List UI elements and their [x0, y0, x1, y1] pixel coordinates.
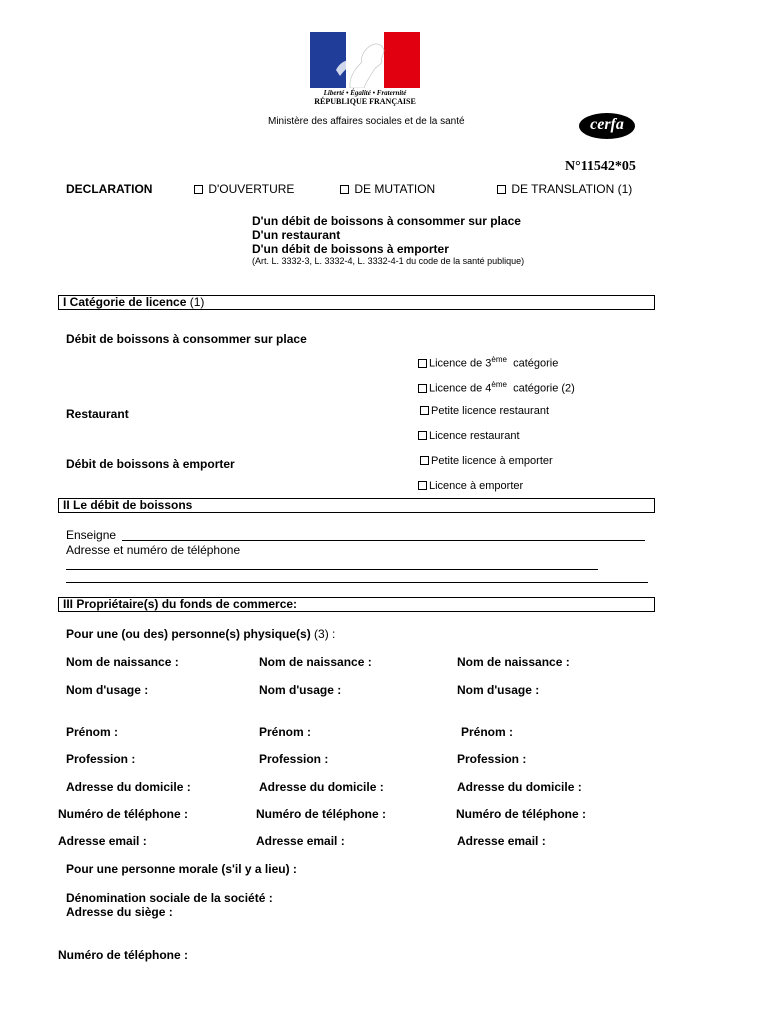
petite-emporter-label: Petite licence à emporter: [431, 455, 553, 467]
option-petite-emporter[interactable]: [420, 455, 553, 467]
option-licence-3[interactable]: [418, 355, 558, 370]
physique-heading: [66, 627, 335, 641]
option-translation[interactable]: [497, 182, 632, 196]
owner-3-email: Adresse email :: [457, 834, 546, 848]
section-1-note: (1): [189, 295, 205, 309]
owner-2-profession: Profession :: [259, 752, 329, 766]
ministry-name: Ministère des affaires sociales et de la santé: [268, 116, 465, 127]
owner-2-email: Adresse email :: [256, 834, 345, 848]
adresse-label: Adresse et numéro de téléphone: [66, 543, 241, 557]
owner-3-telephone: Numéro de téléphone :: [456, 807, 587, 821]
owner-2-nom-naissance: Nom de naissance :: [259, 655, 372, 669]
section-1-title: I Catégorie de licence: [63, 295, 187, 309]
category-restaurant: Restaurant: [66, 407, 129, 421]
adresse-field-line-2[interactable]: [66, 582, 648, 583]
enseigne-label: Enseigne: [66, 528, 117, 542]
owner-1-nom-naissance: Nom de naissance :: [66, 655, 179, 669]
owner-2-prenom: Prénom :: [259, 725, 312, 739]
owner-2-adresse: Adresse du domicile :: [259, 780, 384, 794]
category-onsite: Débit de boissons à consommer sur place: [66, 332, 307, 346]
morale-heading: Pour une personne morale (s'il y a lieu) :: [66, 862, 297, 876]
checkbox-licence-restaurant[interactable]: [418, 431, 427, 440]
marianne-flag-icon: [310, 32, 420, 88]
checkbox-translation[interactable]: [497, 185, 506, 194]
checkbox-petite-emporter[interactable]: [420, 456, 429, 465]
logo-republic: RÉPUBLIQUE FRANÇAISE: [314, 97, 416, 106]
adresse-field-line-1[interactable]: [66, 569, 598, 570]
option-translation-label: DE TRANSLATION (1): [511, 182, 633, 196]
licence-4-sup: ème: [491, 380, 507, 389]
option-licence-4[interactable]: [418, 380, 575, 395]
licence-emporter-label: Licence à emporter: [429, 480, 524, 492]
owner-2-telephone: Numéro de téléphone :: [256, 807, 387, 821]
owner-1-profession: Profession :: [66, 752, 136, 766]
section-2-header: [58, 498, 655, 513]
checkbox-ouverture[interactable]: [194, 185, 203, 194]
option-ouverture[interactable]: [194, 182, 294, 196]
checkbox-licence-emporter[interactable]: [418, 481, 427, 490]
checkbox-licence-4[interactable]: [418, 384, 427, 393]
siege-label: Adresse du siège :: [66, 905, 173, 919]
owner-1-nom-usage: Nom d'usage :: [66, 683, 149, 697]
owner-1-email: Adresse email :: [58, 834, 147, 848]
denomination-label: Dénomination sociale de la société :: [66, 891, 273, 905]
owner-3-prenom: Prénom :: [461, 725, 514, 739]
licence-3-sup: ème: [491, 355, 507, 364]
cerfa-logo: [578, 112, 636, 140]
section-3-title: III Propriétaire(s) du fonds de commerce:: [63, 597, 298, 611]
section-3-header: [58, 597, 655, 612]
subject-line-1: D'un débit de boissons à consommer sur place: [252, 214, 521, 228]
subject-line-2: D'un restaurant: [252, 228, 341, 242]
legal-reference: (Art. L. 3332-3, L. 3332-4, L. 3332-4-1 du code de la santé publique): [252, 256, 525, 266]
section-2-title: II Le débit de boissons: [63, 498, 193, 512]
owner-3-nom-naissance: Nom de naissance :: [457, 655, 570, 669]
owner-2-nom-usage: Nom d'usage :: [259, 683, 342, 697]
category-takeaway: Débit de boissons à emporter: [66, 457, 235, 471]
owner-1-telephone: Numéro de téléphone :: [58, 807, 189, 821]
option-mutation[interactable]: [340, 182, 435, 196]
option-licence-restaurant[interactable]: [418, 430, 520, 442]
logo-motto: Liberté • Égalité • Fraternité: [323, 89, 407, 97]
checkbox-mutation[interactable]: [340, 185, 349, 194]
owner-3-nom-usage: Nom d'usage :: [457, 683, 540, 697]
owner-1-adresse: Adresse du domicile :: [66, 780, 191, 794]
licence-restaurant-label: Licence restaurant: [429, 430, 520, 442]
licence-4-label: Licence de 4: [429, 382, 492, 395]
checkbox-petite-restaurant[interactable]: [420, 406, 429, 415]
enseigne-field[interactable]: [122, 540, 645, 541]
checkbox-licence-3[interactable]: [418, 359, 427, 368]
physique-label: Pour une (ou des) personne(s) physique(s): [66, 627, 311, 641]
licence-4-suffix: catégorie (2): [513, 382, 575, 395]
option-ouverture-label: D'OUVERTURE: [208, 182, 295, 196]
owner-3-profession: Profession :: [457, 752, 527, 766]
subject-line-3: D'un débit de boissons à emporter: [252, 242, 449, 256]
petite-restaurant-label: Petite licence restaurant: [431, 405, 550, 417]
form-number: N°11542*05: [565, 159, 636, 174]
option-petite-restaurant[interactable]: [420, 405, 549, 417]
republique-francaise-logo: [310, 32, 420, 106]
option-mutation-label: DE MUTATION: [354, 182, 436, 196]
option-licence-emporter[interactable]: [418, 480, 523, 492]
owner-3-adresse: Adresse du domicile :: [457, 780, 582, 794]
owner-1-prenom: Prénom :: [66, 725, 119, 739]
physique-note: (3) :: [314, 627, 336, 641]
section-1-header: [58, 295, 655, 310]
morale-telephone: Numéro de téléphone :: [58, 948, 189, 962]
licence-3-label: Licence de 3: [429, 357, 492, 370]
licence-3-suffix: catégorie: [513, 357, 559, 370]
declaration-label: DECLARATION: [66, 182, 153, 196]
cerfa-text: cerfa: [590, 116, 624, 133]
